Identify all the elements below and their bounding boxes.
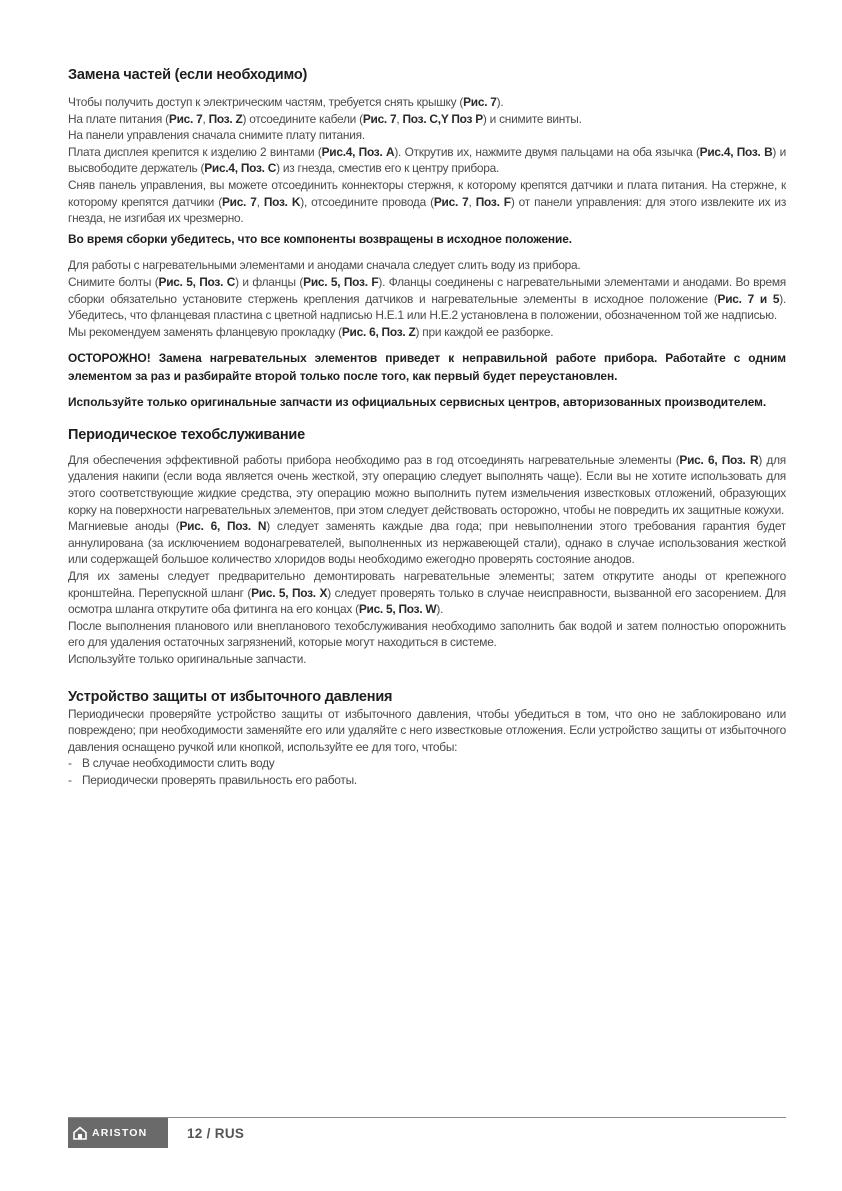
pressure-paragraph: Периодически проверяйте устройство защиты от избыточного давления, чтобы убедиться в том, что оно не заблокировано или повреждено; при необходимости заменяйте его или удаляйте с него известковые отложения. Если устройство защиты от избыточного давления оснащено ручкой или кнопкой, используйте ее для того, чтобы: <box>68 706 786 754</box>
figure-reference: Рис. 6, Поз. R <box>679 452 759 467</box>
figure-reference: Поз. F <box>475 194 511 209</box>
section-title-pressure: Устройство защиты от избыточного давления <box>68 688 393 705</box>
figure-reference: Рис. 5, Поз. C <box>158 274 236 289</box>
ariston-house-icon <box>73 1126 87 1140</box>
replacement-paragraph-1: Чтобы получить доступ к электрическим частям, требуется снять крышку (Рис. 7). На плате питания (Рис. 7, Поз. Z) отсоедините кабели (Рис. 7, Поз. C,Y Поз P) и снимите винты. На панели управления сначала снимите плату питания. Плата дисплея крепится к изделию 2 винтами (Рис.4, Поз. A). Открутив их, нажмите двумя пальцами на оба язычка (Рис.4, Поз. B) и высвободите держатель (Рис.4, Поз. C) из гнезда, сместив его к центру прибора. Сняв панель управления, вы можете отсоединить коннекторы стержня, к которому крепятся датчики и плата питания. На стержне, к которому крепятся датчики (Рис. 7, Поз. K), отсоедините провода (Рис. 7, Поз. F) от панели управления: для этого извлеките их из гнезда, не изгибая их чрезмерно. <box>68 95 787 226</box>
maintenance-paragraph: Для обеспечения эффективной работы прибора необходимо раз в год отсоединять нагревательные элементы (Рис. 6, Поз. R) для удаления накипи (если вода является очень жесткой, эту операцию следует выполнять чаще). Если вы не хотите использовать для этого соответствующие жидкие средства, эту операцию можно выполнить путем измельчения известковых отложений, образующих корку на поверхности нагревательных элементов, при этом следует действовать осторожно, чтобы не повредить их защитные кожухи. Магниевые аноды (Рис. 6, Поз. N) следует заменять каждые два года; при невыполнении этого требования гарантия будет аннулирована (за исключением водонагревателей, выполненных из нержавеющей стали), однако в случае использования жесткой или содержащей большое количество хлоридов воды необходимо ежегодно проверять состояние анодов. Для их замены следует предварительно демонтировать нагревательные элементы; затем открутите аноды от крепежного кронштейна. Перепускной шланг (Рис. 5, Поз. X) следует проверять только в случае неисправности, вызванной его засорением. Для осмотра шланга открутите оба фитинга на его концах (Рис. 5, Поз. W). После выполнения планового или внепланового техобслуживания необходимо заполнить бак водой и затем полностью опорожнить его для удаления остаточных загрязнений, которые могут находиться в системе. Используйте только оригинальные запчасти. <box>68 452 786 666</box>
page-content <box>68 66 786 789</box>
section-title-replacement: Замена частей (если необходимо) <box>68 67 308 83</box>
figure-reference: Рис. 7 и 5 <box>717 291 780 306</box>
figure-reference: Рис.4, Поз. B <box>699 144 773 159</box>
replacement-paragraph-2: Для работы с нагревательными элементами и анодами сначала следует слить воду из прибора. Снимите болты (Рис. 5, Поз. C) и фланцы (Рис. 5, Поз. F). Фланцы соединены с нагревательными элементами и анодами. Во время сборки обязательно установите стержень крепления датчиков и нагревательные элементы в исходное положение (Рис. 7 и 5). Убедитесь, что фланцевая пластина с цветной надписью H.E.1 или H.E.2 установлена в положении, обозначенном той же надписью. Мы рекомендуем заменять фланцевую прокладку (Рис. 6, Поз. Z) при каждой ее разборке. <box>68 258 786 339</box>
figure-reference: Рис. 7 <box>463 95 497 109</box>
list-item: - В случае необходимости слить воду <box>68 755 786 772</box>
figure-reference: Рис. 7 <box>433 194 469 209</box>
figure-reference: Рис.4, Поз. A <box>321 144 395 159</box>
page-number: 12 / RUS <box>187 1126 245 1141</box>
figure-reference: Рис. 5, Поз. X <box>251 585 328 600</box>
figure-reference: Рис. 7 <box>362 111 397 126</box>
figure-reference: Рис. 7 <box>168 111 203 126</box>
figure-reference: Рис. 5, Поз. F <box>303 274 379 289</box>
figure-reference: Рис. 6, Поз. Z <box>341 324 416 339</box>
figure-reference: Рис.4, Поз. C <box>204 161 277 176</box>
brand-name: ARISTON <box>92 1127 148 1139</box>
figure-reference: Поз. C,Y Поз P <box>402 111 483 126</box>
brand-logo <box>68 1118 168 1148</box>
original-parts-note: Используйте только оригинальные запчасти из официальных сервисных центров, авторизованных производителем. <box>68 395 767 410</box>
footer-divider <box>68 1117 786 1118</box>
figure-reference: Поз. K <box>263 194 301 209</box>
caution-note: ОСТОРОЖНО! Замена нагревательных элементов приведет к неправильной работе прибора. Работайте с одним элементом за раз и разбирайте второй только после того, как первый будет переустановлен. <box>68 351 786 383</box>
figure-reference: Рис. 5, Поз. W <box>358 602 437 617</box>
figure-reference: Рис. 7 <box>221 194 257 209</box>
figure-reference: Рис. 6, Поз. N <box>179 519 267 534</box>
pressure-list <box>68 755 786 788</box>
assembly-note: Во время сборки убедитесь, что все компоненты возвращены в исходное положение. <box>68 231 572 246</box>
figure-reference: Поз. Z <box>208 111 243 126</box>
list-item: - Периодически проверять правильность его работы. <box>68 772 786 789</box>
section-title-maintenance: Периодическое техобслуживание <box>68 426 305 443</box>
